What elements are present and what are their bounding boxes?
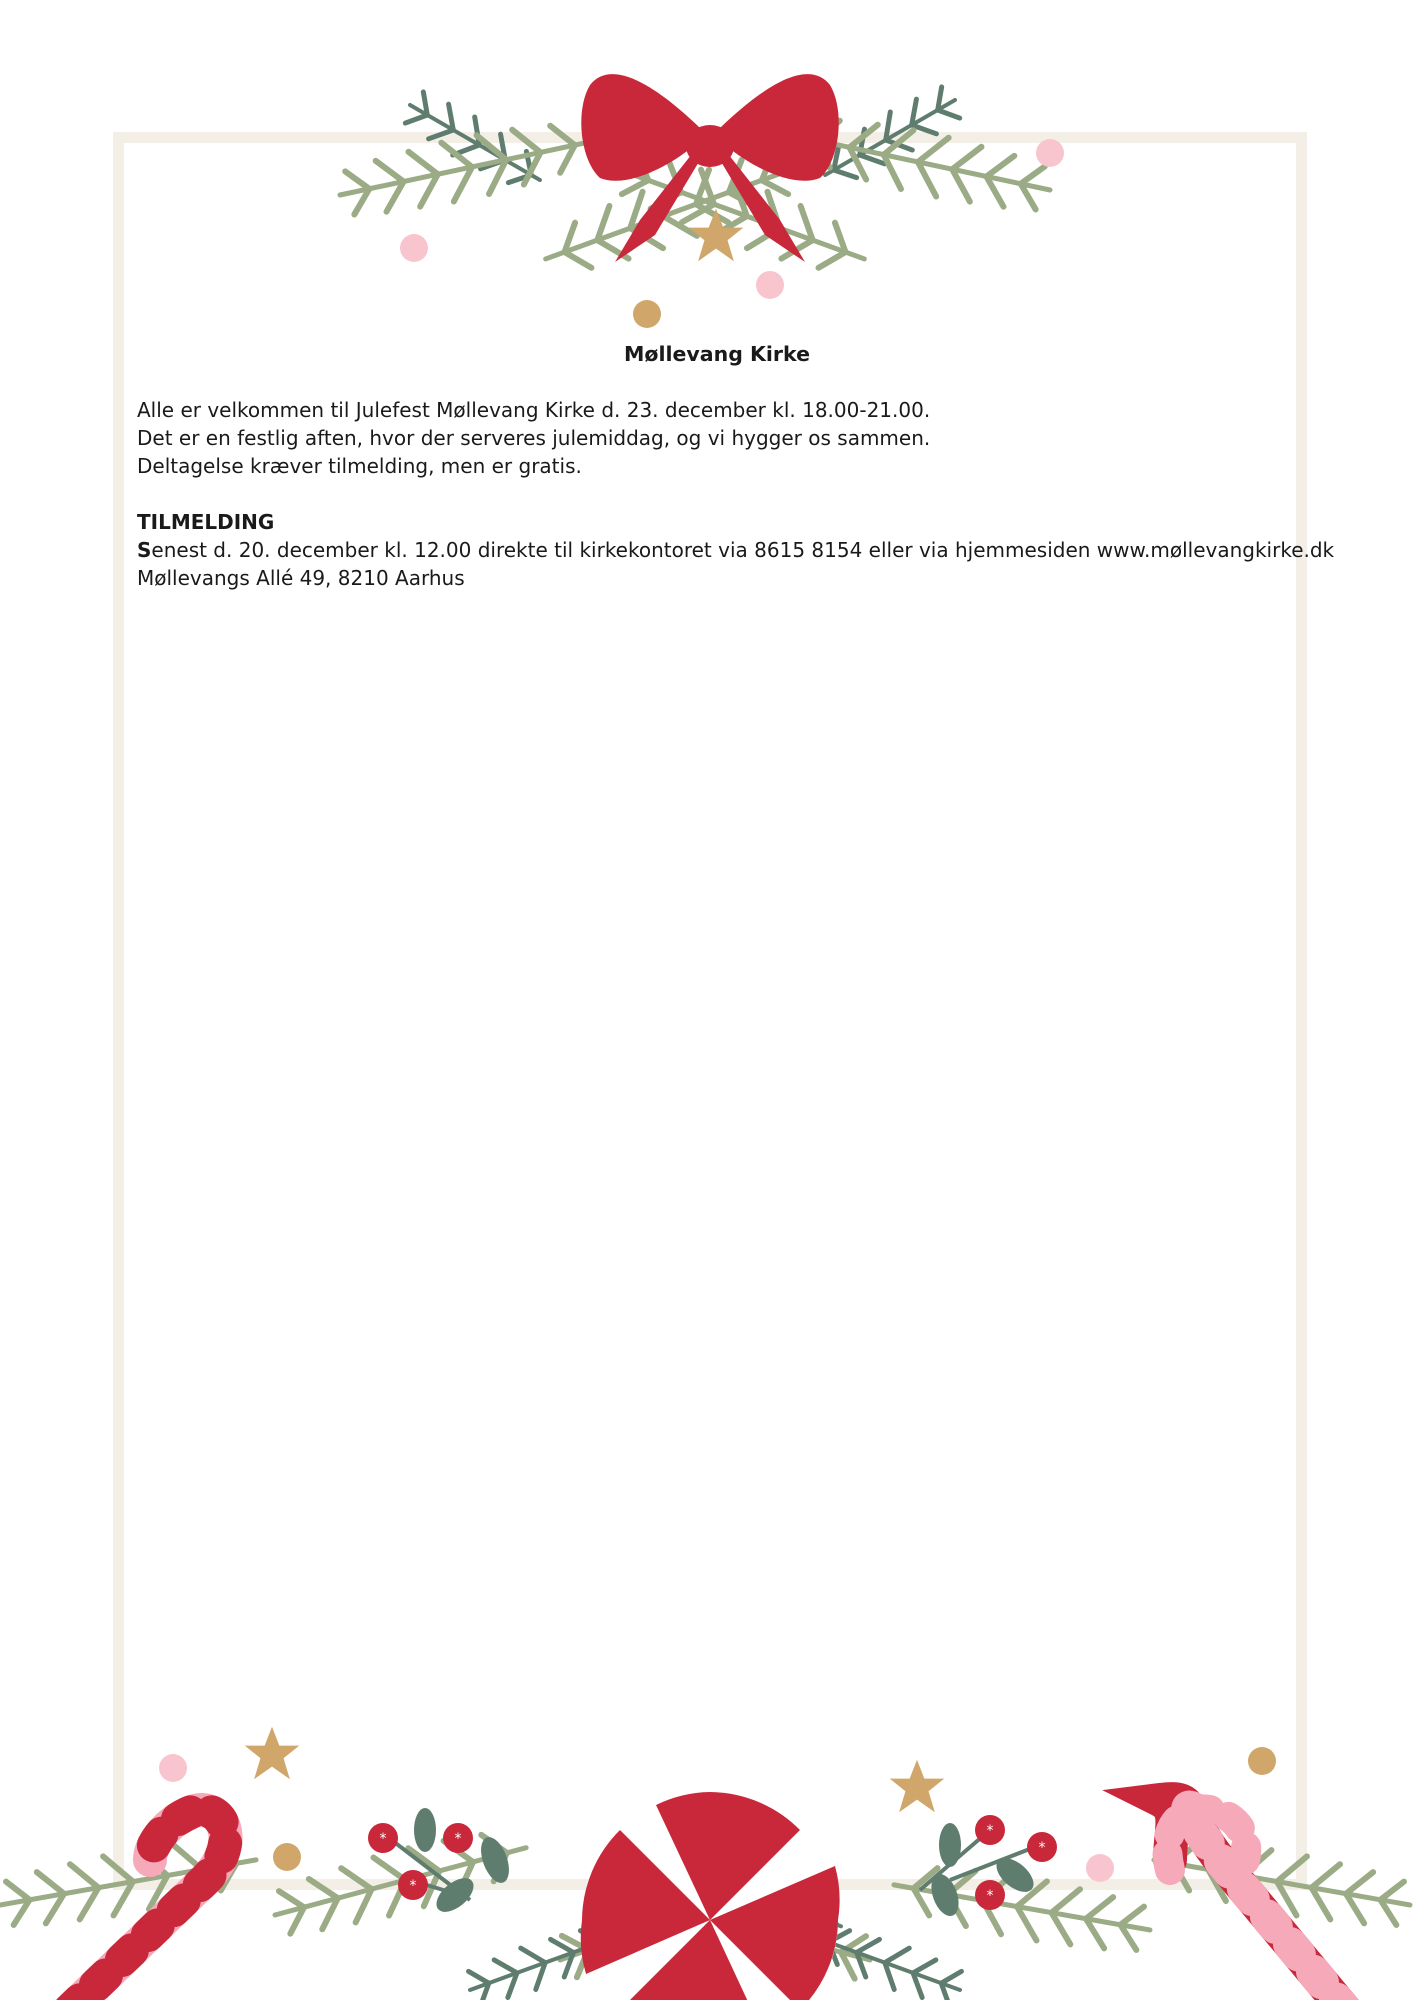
top-garland (334, 81, 1056, 287)
svg-text:*: * (986, 1888, 994, 1904)
page-title: Møllevang Kirke (623, 342, 811, 366)
intro-line: Det er en festlig aften, hvor der serveres julemiddag, og vi hygger os sammen. (137, 426, 931, 450)
candy-cane-left (70, 1810, 225, 2000)
registration-text: enest d. 20. december kl. 12.00 direkte til kirkekontoret via 8615 8154 eller via hjemmesiden www.møllevangkirke.dk (151, 538, 1335, 562)
svg-text:*: * (1038, 1840, 1046, 1856)
intro-line: Alle er velkommen til Julefest Møllevang Kirke d. 23. december kl. 18.00-21.00. (137, 398, 931, 422)
svg-text:*: * (379, 1831, 387, 1847)
registration-paragraph (137, 536, 1334, 592)
peppermint-candy (581, 1792, 840, 2000)
registration-line (137, 536, 1334, 564)
svg-text:*: * (454, 1831, 462, 1847)
holly-berries-left (368, 1808, 514, 1918)
intro-line: Deltagelse kræver tilmelding, men er gratis. (137, 454, 582, 478)
address-line: Møllevangs Allé 49, 8210 Aarhus (137, 566, 465, 590)
bottom-star-icons (245, 1727, 945, 1813)
registration-heading: TILMELDING (137, 510, 275, 534)
registration-initial: S (137, 538, 152, 562)
intro-paragraph (137, 396, 930, 480)
holly-berries-right (920, 1815, 1057, 1920)
svg-text:*: * (986, 1823, 994, 1839)
svg-text:*: * (409, 1878, 417, 1894)
